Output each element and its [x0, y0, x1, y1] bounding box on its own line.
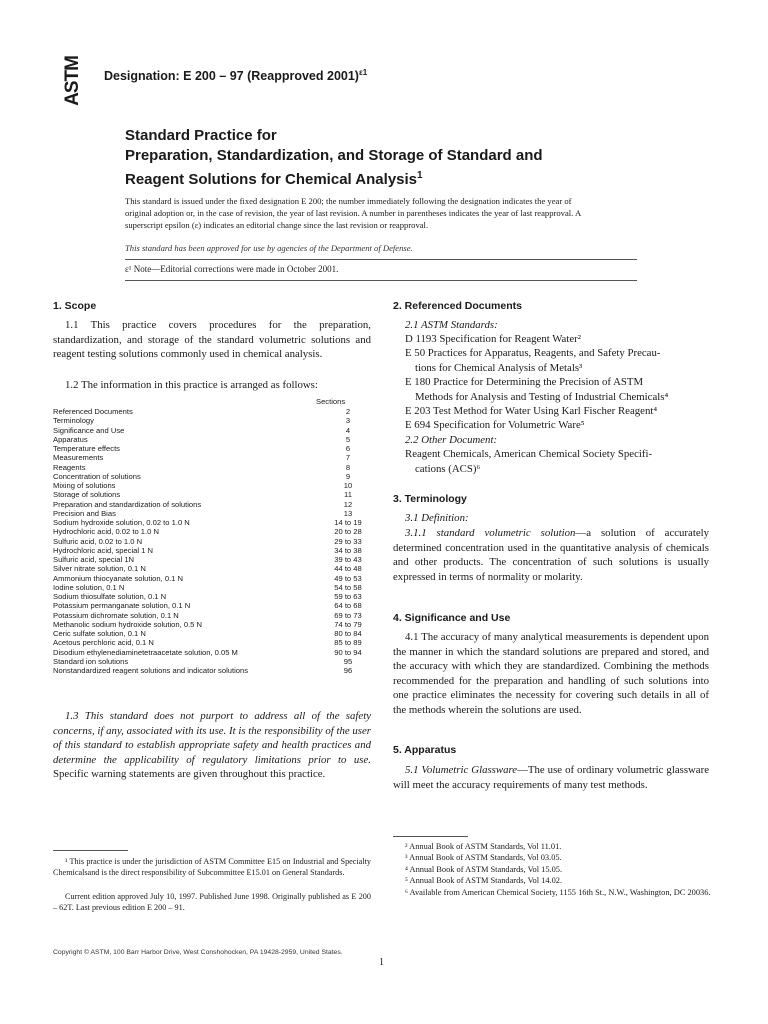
dod-approval-note: This standard has been approved for use by agencies of the Department of Defense.	[125, 243, 413, 253]
title-line-2: Preparation, Standardization, and Storage of Standard and	[125, 147, 543, 164]
referenced-heading: 2. Referenced Documents	[393, 300, 522, 312]
toc-entry-name: Reagents	[53, 462, 86, 472]
toc-entry-name: Hydrochloric acid, special 1 N	[53, 545, 154, 555]
scope-heading: 1. Scope	[53, 300, 97, 312]
toc-row	[53, 546, 373, 555]
toc-entry-name: Significance and Use	[53, 425, 125, 435]
toc-entry-sections: 10	[343, 481, 353, 490]
toc-entry-name: Silver nitrate solution, 0.1 N	[53, 564, 146, 574]
footnote-4: ⁴ Annual Book of ASTM Standards, Vol 15.05.	[405, 864, 563, 874]
toc-entry-sections: 8	[345, 462, 351, 472]
toc-row	[53, 555, 373, 564]
document-title	[125, 126, 665, 190]
toc-entry-name: Iodine solution, 0.1 N	[53, 582, 125, 592]
toc-row	[53, 518, 373, 527]
toc-row	[53, 592, 373, 601]
toc-entry-sections: 39 to 43	[334, 555, 362, 564]
toc-entry-sections: 95	[343, 656, 353, 666]
toc-row	[53, 509, 373, 518]
toc-row	[53, 666, 373, 675]
toc-entry-name: Terminology	[53, 416, 94, 426]
toc-entry-name: Ammonium thiocyanate solution, 0.1 N	[53, 573, 184, 583]
ref-e50-cont: tions for Chemical Analysis of Metals³	[415, 361, 583, 374]
footnote-1: ¹ This practice is under the jurisdiction of ASTM Committee E15 on Industrial and Specialty Chemicalsand is the direct responsibility of Subcommittee E15.01 on General Standards.	[53, 857, 371, 877]
toc-row	[53, 611, 373, 620]
ref-d1193: D 1193 Specification for Reagent Water²	[405, 333, 581, 345]
toc-row	[53, 574, 373, 583]
toc-entry-name: Storage of solutions	[53, 490, 121, 500]
toc-row	[53, 629, 373, 638]
toc-entry-name: Standard ion solutions	[53, 656, 129, 666]
toc-entry-sections: 90 to 94	[334, 647, 362, 657]
volumetric-glassware-text: —The use of ordinary volumetric glassware will meet the accuracy requirements of many test methods.	[393, 764, 709, 791]
toc-entry-name: Temperature effects	[53, 444, 120, 453]
title-line-1: Standard Practice for	[125, 127, 277, 144]
title-line-3	[125, 166, 665, 190]
ref-e180: E 180 Practice for Determining the Precision of ASTM	[405, 376, 644, 389]
ref-acs: Reagent Chemicals, American Chemical Society Specifi-	[405, 448, 653, 461]
other-document-sub: 2.2 Other Document:	[405, 433, 498, 446]
terminology-definition	[393, 526, 709, 584]
footnote-5: ⁵ Annual Book of ASTM Standards, Vol 14.02.	[405, 876, 563, 886]
toc-row	[53, 500, 373, 509]
toc-row	[53, 601, 373, 610]
astm-logo: ASTM	[62, 56, 83, 106]
designation-text: Designation: E 200 – 97 (Reapproved 2001)	[104, 69, 359, 84]
toc-entry-sections: 7	[345, 453, 351, 463]
issue-note-line-3: superscript epsilon (ε) indicates an editorial change since the last revision or reapproval.	[125, 220, 429, 231]
term-standard-volumetric-solution: 3.1.1 standard volumetric solution	[405, 527, 576, 539]
toc-entry-name: Acetous perchloric acid, 0.1 N	[53, 638, 154, 648]
scope-p2: 1.2 The information in this practice is arranged as follows:	[65, 379, 318, 391]
footnote-divider-left	[53, 850, 128, 851]
toc-row	[53, 648, 373, 657]
toc-entry-sections: 3	[345, 416, 351, 426]
toc-entry-name: Apparatus	[53, 434, 88, 444]
ref-acs-cont: cations (ACS)⁶	[415, 462, 481, 475]
toc-entry-sections: 69 to 73	[334, 610, 362, 620]
toc-entry-sections: 29 to 33	[334, 536, 362, 546]
ref-e694: E 694 Specification for Volumetric Ware⁵	[405, 419, 585, 432]
footnote-edition: Current edition approved July 10, 1997. Published June 1998. Originally published as E 200 – 62T. Last previous edition E 200 – 91.	[53, 892, 371, 912]
toc-row	[53, 583, 373, 592]
toc-entry-name: Sulfuric acid, 0.02 to 1.0 N	[53, 536, 143, 546]
toc-row	[53, 481, 373, 490]
apparatus-heading: 5. Apparatus	[393, 744, 457, 756]
toc-entry-name: Mixing of solutions	[53, 481, 116, 490]
toc-row	[53, 426, 373, 435]
toc-entry-sections: 11	[344, 490, 352, 500]
toc-entry-name: Sodium hydroxide solution, 0.02 to 1.0 N	[53, 518, 190, 527]
toc-entry-sections: 74 to 79	[334, 619, 362, 629]
toc-entry-name: Concentration of solutions	[53, 471, 141, 481]
toc-row	[53, 463, 373, 472]
toc-entry-sections: 20 to 28	[334, 527, 362, 537]
significance-heading: 4. Significance and Use	[393, 612, 511, 624]
toc-entry-sections: 14 to 19	[334, 518, 362, 527]
toc-entry-sections: 34 to 38	[334, 545, 362, 555]
toc-entry-sections: 12	[343, 499, 353, 509]
title-line-3-text: Reagent Solutions for Chemical Analysis	[125, 171, 418, 188]
toc-entry-sections: 64 to 68	[334, 601, 362, 611]
ref-e50: E 50 Practices for Apparatus, Reagents, and Safety Precau-	[405, 347, 661, 360]
ref-e180-cont: Methods for Analysis and Testing of Industrial Chemicals⁴	[415, 390, 669, 403]
toc-row	[53, 435, 373, 444]
issue-note	[125, 195, 638, 232]
toc-entry-sections: 59 to 63	[334, 592, 362, 601]
designation	[104, 68, 367, 83]
editorial-note: ε¹ Note—Editorial corrections were made in October 2001.	[125, 264, 339, 274]
significance-p: 4.1 The accuracy of many analytical measurements is dependent upon the manner in which the standard solutions are prepared and stored, and the accuracy with which they are standardized. Combining the methods recommended for the preparation and handling of such solutions into one practice eliminates the necessity for covering such details in all of the methods wherein the solutions are used.	[393, 631, 709, 716]
footnote-6: ⁶ Available from American Chemical Society, 1155 16th St., N.W., Washington, DC 20036.	[405, 887, 711, 897]
toc-entry-name: Referenced Documents	[53, 407, 133, 416]
toc-entry-name: Preparation and standardization of solutions	[53, 499, 202, 509]
toc-row	[53, 527, 373, 536]
toc-entry-sections: 6	[345, 444, 351, 453]
toc-entry-name: Hydrochloric acid, 0.02 to 1.0 N	[53, 527, 159, 537]
toc-entry-name: Potassium permanganate solution, 0.1 N	[53, 601, 191, 611]
apparatus-p	[393, 763, 709, 792]
issue-note-line-2: original adoption or, in the case of revision, the year of last revision. A number in parentheses indicates the year of last reapproval. A	[125, 208, 582, 219]
toc-row	[53, 416, 373, 425]
toc-entry-sections: 54 to 58	[334, 582, 362, 592]
title-footnote-ref: 1	[417, 170, 423, 181]
toc-entry-sections: 80 to 84	[334, 629, 362, 638]
toc-row	[53, 453, 373, 462]
toc-entry-sections: 4	[345, 425, 351, 435]
toc-entry-sections: 49 to 53	[334, 573, 362, 583]
toc-entry-sections: 13	[343, 508, 353, 518]
toc-row	[53, 564, 373, 573]
divider-bottom	[125, 280, 637, 281]
volumetric-glassware-lead: 5.1 Volumetric Glassware	[405, 764, 518, 776]
referenced-list	[405, 332, 715, 476]
safety-warning: Specific warning statements are given throughout this practice.	[53, 768, 326, 780]
toc-entry-sections: 96	[343, 666, 353, 675]
safety-statement: 1.3 This standard does not purport to address all of the safety concerns, if any, associated with its use. It is the responsibility of the user of this standard to establish appropriate safety and health practices and determine the applicability of regulatory limitations prior to use.	[53, 710, 371, 766]
copyright: Copyright © ASTM, 100 Barr Harbor Drive, West Conshohocken, PA 19428-2959, United States.	[53, 949, 343, 956]
toc-row	[53, 657, 373, 666]
toc-entry-sections: 85 to 89	[334, 638, 362, 648]
toc-entry-name: Precision and Bias	[53, 508, 116, 518]
toc-row	[53, 444, 373, 453]
toc-entry-name: Sodium thiosulfate solution, 0.1 N	[53, 592, 167, 601]
term-definition-text: —a solution of accurately determined concentration used in the quantitative analysis of chemicals and other products. The concentration of such solutions is usually expressed in terms of normality or molarity.	[393, 527, 710, 583]
toc-entry-sections: 9	[345, 471, 351, 481]
toc-entry-name: Sulfuric acid, special 1N	[53, 555, 135, 564]
terminology-heading: 3. Terminology	[393, 493, 467, 505]
toc-entry-sections: 5	[345, 434, 351, 444]
toc-entry-name: Methanolic sodium hydroxide solution, 0.5 N	[53, 619, 203, 629]
toc-row	[53, 537, 373, 546]
toc-entry-name: Disodium ethylenediaminetetraacetate solution, 0.05 M	[53, 647, 238, 657]
toc-row	[53, 638, 373, 647]
ref-e203: E 203 Test Method for Water Using Karl Fischer Reagent⁴	[405, 405, 658, 418]
toc-row	[53, 407, 373, 416]
toc-entry-name: Measurements	[53, 453, 104, 463]
toc-entry-sections: 2	[345, 407, 351, 416]
issue-note-line-1: This standard is issued under the fixed designation E 200; the number immediately following the designation indicates the year of	[125, 196, 572, 206]
right-footnotes	[393, 841, 711, 898]
footnote-3: ³ Annual Book of ASTM Standards, Vol 03.05.	[405, 853, 562, 863]
toc-row	[53, 490, 373, 499]
toc-entry-sections: 44 to 48	[334, 564, 362, 574]
scope-p3	[53, 709, 371, 782]
footnote-divider-right	[393, 836, 468, 837]
astm-standards-sub: 2.1 ASTM Standards:	[405, 319, 498, 331]
toc-row	[53, 472, 373, 481]
definition-sub: 3.1 Definition:	[405, 512, 469, 524]
sections-header: Sections	[316, 397, 346, 406]
contents-table	[53, 407, 373, 675]
footnote-2: ² Annual Book of ASTM Standards, Vol 11.01.	[405, 842, 562, 851]
toc-entry-name: Nonstandardized reagent solutions and indicator solutions	[53, 666, 249, 675]
toc-entry-name: Potassium dichromate solution, 0.1 N	[53, 610, 179, 620]
scope-p1: 1.1 This practice covers procedures for the preparation, standardization, and storage of the standard volumetric solutions and reagent testing solutions commonly used in chemical analysis.	[53, 319, 371, 360]
designation-sup: ε1	[358, 68, 368, 77]
toc-row	[53, 620, 373, 629]
divider-top	[125, 259, 637, 260]
toc-entry-name: Ceric sulfate solution, 0.1 N	[53, 629, 146, 638]
page-number: 1	[379, 957, 384, 968]
